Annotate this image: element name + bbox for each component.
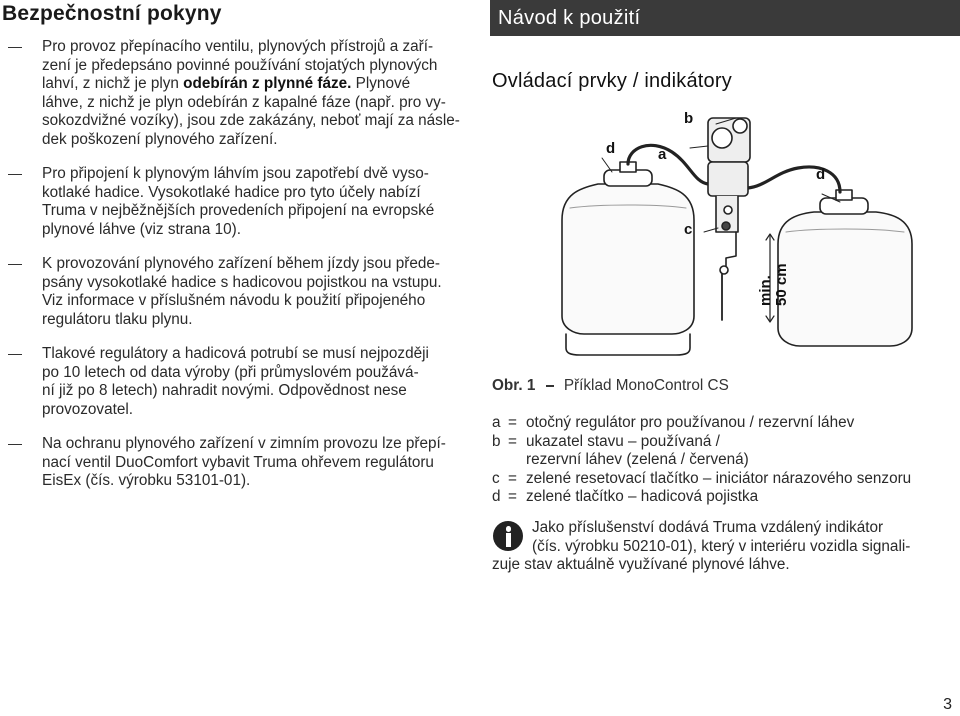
legend-text: ukazatel stavu – používaná / [526, 432, 720, 450]
bullet-emphasis: odebírán z plynné fáze. [183, 75, 352, 92]
figure-legend [492, 414, 960, 507]
caption-dash [546, 385, 554, 386]
figure-caption [492, 377, 729, 395]
legend-text-continued: rezervní láhev (zelená / červená) [526, 451, 749, 468]
bullet-text: Tlakové regulátory a hadicová potrubí se musí nejpozději po 10 letech od data výroby (při průmyslovém použává- ní již po 8 letech) nahradit novými. Odpovědnost nese provozovatel. [42, 345, 429, 418]
figure-label-a: a [658, 146, 667, 163]
right-hose [748, 167, 840, 192]
figure-label-c: c [684, 221, 693, 238]
usage-title-bar: Návod k použití [490, 0, 960, 36]
info-text-line: (čís. výrobku 50210-01), který v interiéru vozidla signali- [532, 537, 911, 555]
legend-key: d [492, 488, 501, 505]
safety-bullet [0, 345, 462, 419]
safety-bullet [0, 38, 462, 149]
safety-bullet [0, 435, 462, 491]
right-gas-bottle [778, 212, 912, 346]
bullet-text: Na ochranu plynového zařízení v zimním provozu lze přepí- nací ventil DuoComfort vybavit Truma ohřevem regulátoru EisEx (čís. výrobku 53101-01). [42, 435, 446, 489]
safety-bullet-list [0, 38, 462, 507]
page-number: 3 [943, 696, 952, 713]
regulator-unit [708, 118, 750, 320]
legend-item: d = zelené tlačítko – hadicová pojistka [492, 488, 759, 505]
figure-label-d-left: d [606, 140, 616, 157]
legend-key: b [492, 432, 501, 450]
bottle-diagram-svg [540, 108, 950, 358]
bullet-text: Plynové láhve, z nichž je plyn odebírán z kapalné fáze (např. pro vy- sokozdvižné vozíky), jsou zde zakázány, neboť mají za násle- dek poškození plynového zařízení. [42, 75, 460, 148]
dimension-min: min. [757, 275, 774, 306]
legend-item: a = otočný regulátor pro používanou / rezervní láhev [492, 414, 855, 431]
dimension-value: 50 cm [773, 263, 790, 306]
legend-key: c [492, 469, 500, 487]
bullet-text: K provozování plynového zařízení během jízdy jsou přede- psány vysokotlaké hadice s hadicovou pojistkou na vstupu. Viz informace v příslušném návodu k použití připojeného regulátoru tlaku plynu. [42, 255, 442, 328]
legend-text: otočný regulátor pro používanou / rezervní láhev [526, 414, 855, 431]
figure-caption-text: Příklad MonoControl CS [563, 377, 729, 394]
bullet-dash [8, 264, 22, 265]
legend-item: b = ukazatel stavu – používaná / rezervní láhev (zelená / červená) [492, 432, 749, 468]
legend-text: zelené resetovací tlačítko – iniciátor nárazového senzoru [526, 469, 912, 487]
figure-label-d-right: d [816, 166, 826, 183]
bullet-text: Pro provoz přepínacího ventilu, plynových přístrojů a zaří- zení je předepsáno povinné používání stojatých plynových lahví, z nichž je plyn [42, 38, 438, 92]
figure-number: Obr. 1 [492, 377, 536, 394]
bullet-text: Pro připojení k plynovým láhvím jsou zapotřebí dvě vyso- kotlaké hadice. Vysokotlaké hadice pro tyto účely nabízí Truma v nejběžnějších provedeních připojení na evropské plynové láhve (viz strana 10). [42, 165, 435, 238]
bullet-dash [8, 174, 22, 175]
info-text-line: Jako příslušenství dodává Truma vzdálený indikátor [532, 519, 884, 536]
info-note [492, 519, 960, 575]
legend-text: zelené tlačítko – hadicová pojistka [526, 488, 759, 505]
figure-label-b: b [684, 110, 694, 127]
info-text-line: zuje stav aktuálně využívané plynové láhve. [492, 556, 790, 573]
safety-bullet [0, 255, 462, 329]
safety-column [0, 0, 462, 489]
controls-subheading: Ovládací prvky / indikátory [492, 70, 732, 92]
bullet-dash [8, 354, 22, 355]
legend-key: a [492, 414, 501, 431]
bullet-dash [8, 47, 22, 48]
gas-bottle-illustration [540, 108, 950, 358]
section-heading-safety: Bezpečnostní pokyny [2, 2, 222, 25]
legend-item: c = zelené resetovací tlačítko – iniciátor nárazového senzoru [492, 469, 912, 487]
safety-bullet [0, 165, 462, 239]
bullet-dash [8, 444, 22, 445]
